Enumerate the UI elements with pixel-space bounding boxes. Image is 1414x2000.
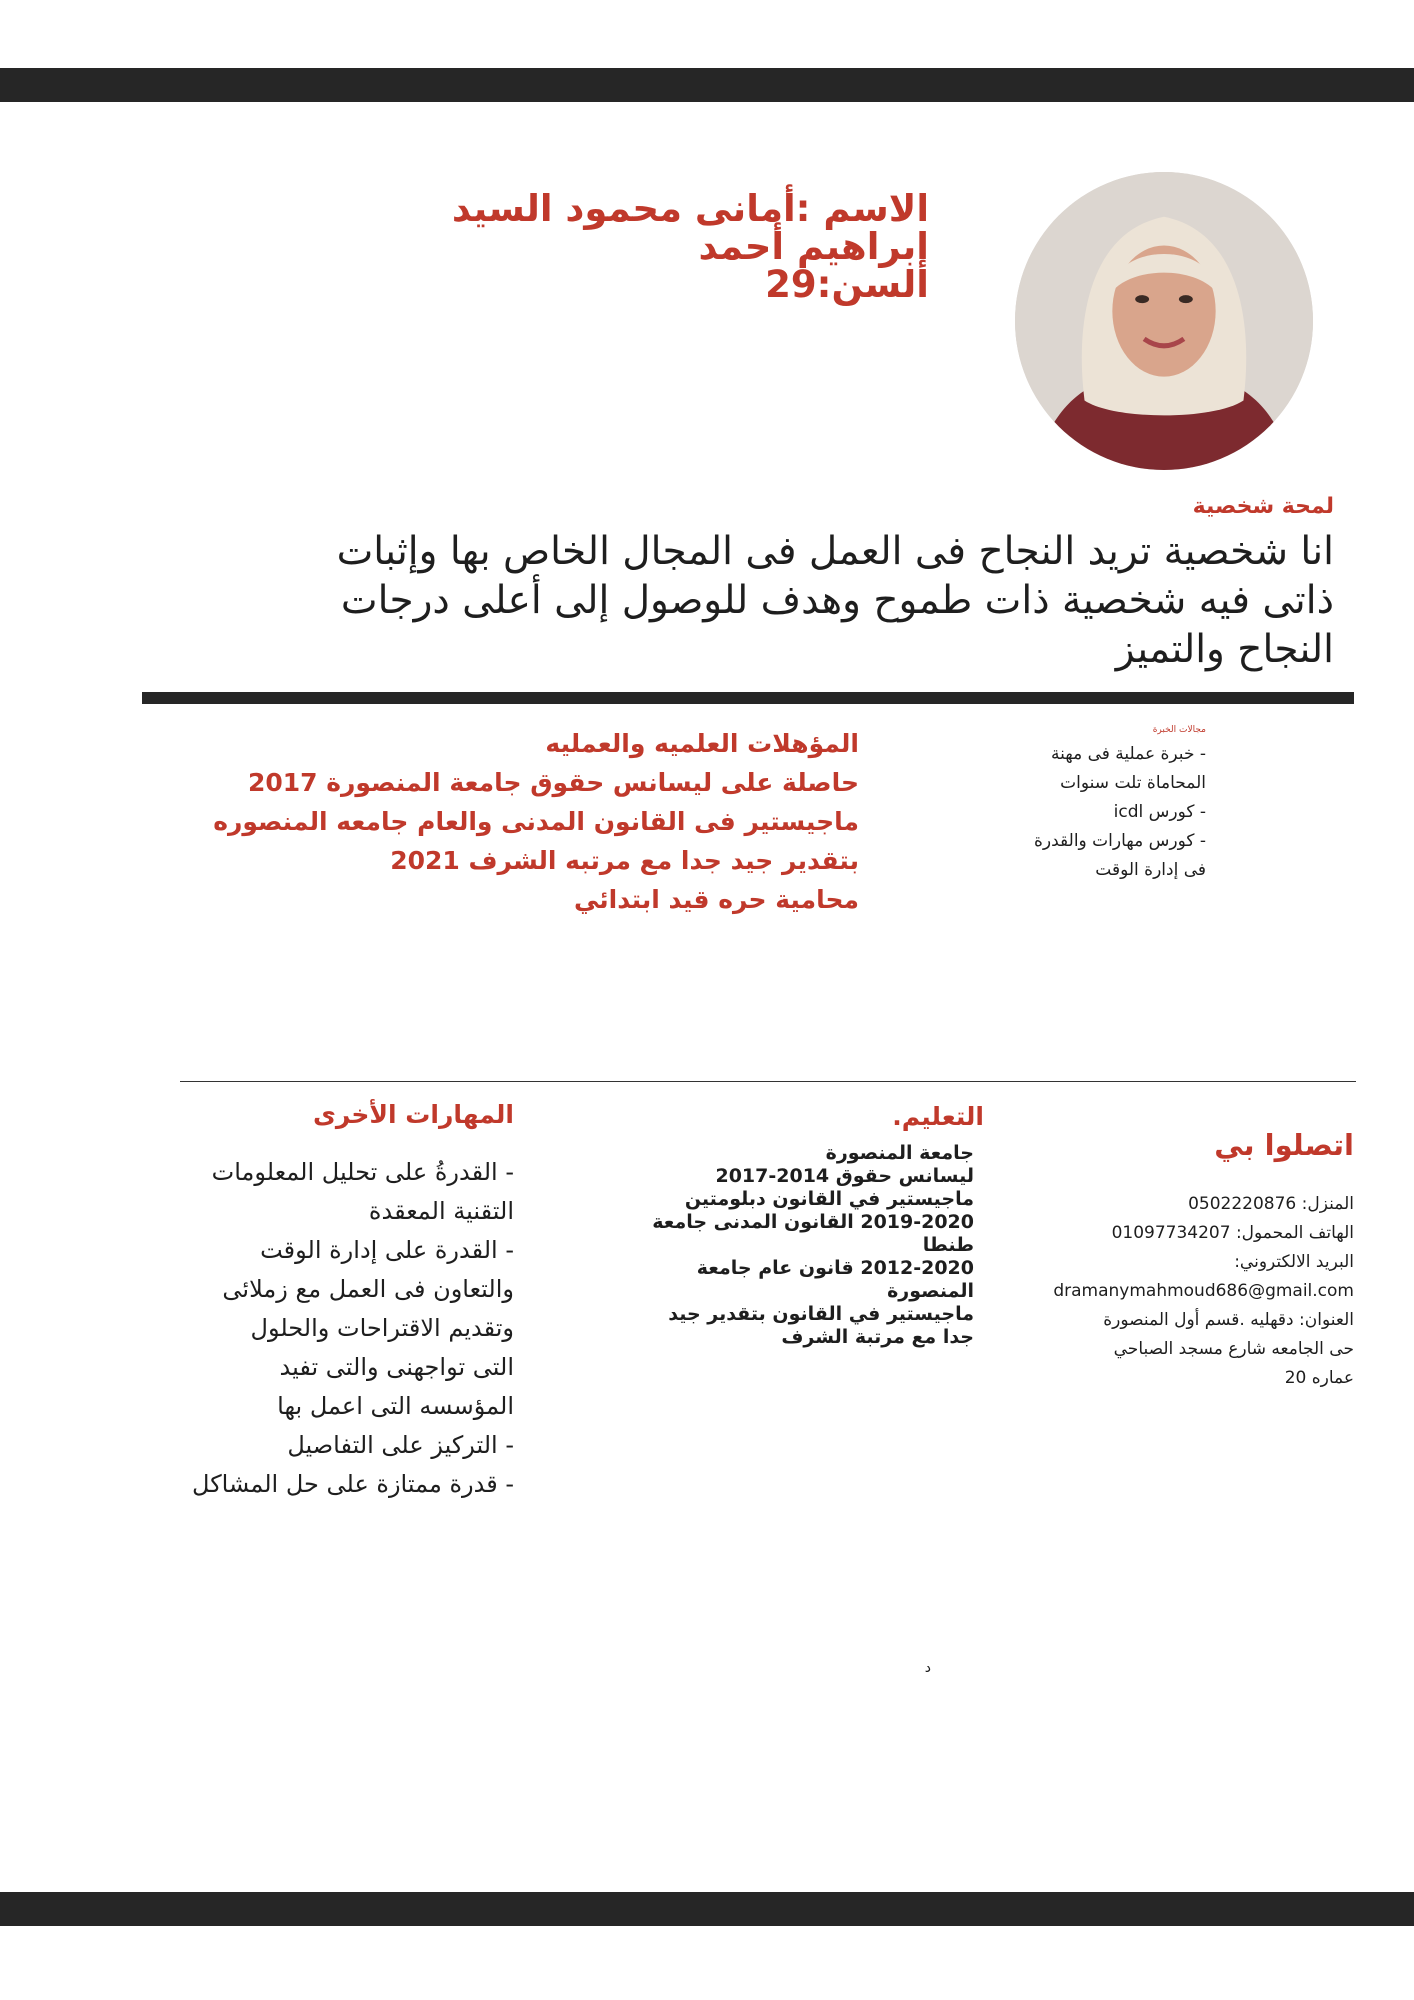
qualification-item: حاصلة على ليسانس حقوق جامعة المنصورة 2017 bbox=[247, 768, 859, 797]
profile-summary bbox=[84, 527, 1334, 674]
education-line: المنصورة bbox=[887, 1280, 974, 1302]
skill-line: - القدرةُ على تحليل المعلومات bbox=[211, 1158, 514, 1186]
email-label: البريد الالكتروني: bbox=[1234, 1252, 1354, 1272]
skill-line: التقنية المعقدة bbox=[368, 1197, 514, 1225]
profile-line: ذاتى فيه شخصية ذات طموح وهدف للوصول إلى أعلى درجات bbox=[340, 578, 1334, 623]
education-line: 2012-2020 قانون عام جامعة bbox=[696, 1257, 974, 1279]
email-link[interactable]: dramanymahmoud686@gmail.com bbox=[1053, 1281, 1354, 1301]
education-list bbox=[554, 1142, 974, 1349]
education-line: جدا مع مرتبة الشرف bbox=[781, 1326, 974, 1348]
experience-item: - خبرة عملية فى مهنة bbox=[1050, 744, 1206, 764]
portrait-illustration bbox=[1015, 172, 1313, 470]
skill-line: - التركيز على التفاصيل bbox=[287, 1431, 514, 1459]
profile-heading: لمحة شخصية bbox=[1192, 494, 1334, 519]
contact-heading: اتصلوا بي bbox=[1214, 1128, 1354, 1162]
experience-item: - كورس icdl bbox=[1113, 802, 1206, 822]
address-line: حى الجامعه شارع مسجد الصباحي bbox=[1113, 1339, 1354, 1359]
experience-heading: مجالات الخبرة bbox=[1152, 725, 1206, 735]
skill-line: التى تواجهنى والتى تفيد bbox=[279, 1353, 514, 1381]
top-decorative-bar bbox=[0, 68, 1414, 102]
footer-marker: د bbox=[924, 1660, 931, 1676]
education-line: ليسانس حقوق 2014-2017 bbox=[715, 1165, 974, 1187]
address-line: العنوان: دقهليه .قسم أول المنصورة bbox=[1103, 1310, 1354, 1330]
section-divider-thin bbox=[180, 1081, 1356, 1082]
qualifications-heading: المؤهلات العلميه والعمليه bbox=[545, 729, 859, 758]
skill-line: المؤسسه التى اعمل بها bbox=[277, 1392, 514, 1420]
age-line: السن:29 bbox=[765, 263, 929, 306]
education-line: طنطا bbox=[922, 1234, 974, 1256]
experience-item: فى إدارة الوقت bbox=[1095, 860, 1206, 880]
name-line-2: إبراهيم أحمد bbox=[698, 225, 929, 268]
profile-photo bbox=[1015, 172, 1313, 470]
education-line: 2019-2020 القانون المدنى جامعة bbox=[652, 1211, 974, 1233]
skill-line: - القدرة على إدارة الوقت bbox=[260, 1236, 514, 1264]
section-divider bbox=[142, 692, 1354, 704]
skill-line: - قدرة ممتازة على حل المشاكل bbox=[192, 1470, 514, 1498]
experience-section bbox=[946, 724, 1206, 885]
education-heading: التعليم. bbox=[892, 1102, 984, 1131]
experience-item: - كورس مهارات والقدرة bbox=[1034, 831, 1206, 851]
name-age-block bbox=[329, 187, 929, 306]
mobile-phone: الهاتف المحمول: 01097734207 bbox=[1111, 1223, 1354, 1243]
qualifications-section bbox=[99, 724, 859, 919]
qualification-item: محامية حره قيد ابتدائي bbox=[573, 885, 859, 914]
address-line: عماره 20 bbox=[1284, 1368, 1354, 1388]
name-line-1: الاسم :أمانى محمود السيد bbox=[451, 187, 929, 230]
education-line: ماجيستير في القانون بتقدير جيد bbox=[668, 1303, 974, 1325]
qualification-item: بتقدير جيد جدا مع مرتبه الشرف 2021 bbox=[390, 846, 859, 875]
skills-heading: المهارات الأخرى bbox=[312, 1100, 514, 1129]
skills-list bbox=[54, 1153, 514, 1504]
bottom-decorative-bar bbox=[0, 1892, 1414, 1926]
contact-details bbox=[984, 1190, 1354, 1393]
profile-line: النجاح والتميز bbox=[1115, 627, 1334, 672]
skill-line: والتعاون فى العمل مع زملائى bbox=[222, 1275, 514, 1303]
home-phone: المنزل: 0502220876 bbox=[1188, 1194, 1354, 1214]
profile-line: انا شخصية تريد النجاح فى العمل فى المجال الخاص بها وإثبات bbox=[336, 529, 1334, 574]
experience-item: المحاماة تلت سنوات bbox=[1060, 773, 1206, 793]
education-line: ماجيستير في القانون دبلومتين bbox=[684, 1188, 974, 1210]
skill-line: وتقديم الاقتراحات والحلول bbox=[250, 1314, 514, 1342]
education-line: جامعة المنصورة bbox=[825, 1142, 974, 1164]
qualification-item: ماجيستير فى القانون المدنى والعام جامعه المنصوره bbox=[213, 807, 859, 836]
